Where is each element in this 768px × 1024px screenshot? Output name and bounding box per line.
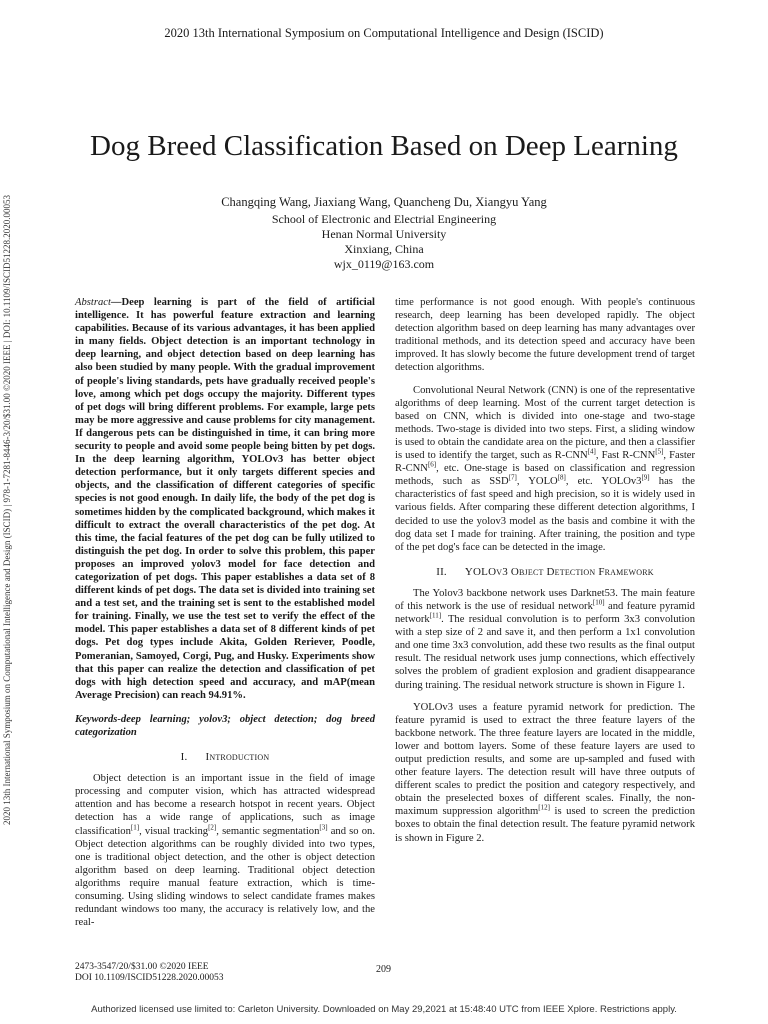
- footer-copyright: [75, 962, 223, 984]
- sidebar-copyright-text: 2020 13th International Symposium on Computational Intelligence and Design (ISCID) | 978-1-7281-8446-3/20/$31.00 ©2020 IEEE | DOI: 10.1109/ISCID51228.2020.00053: [2, 194, 12, 826]
- abstract-text: —Deep learning is part of the field of artificial intelligence. It has powerful feature extraction and learning capabilities. Because of its various advantages, it has been applied in many fields. Object detection is an important technology in deep learning, and object detection based on deep learning has also been studied by many people. With the gradual improvement of people's living standards, pets have gradually received people's love, among which pet dogs occupy the majority. Different types of pet dogs will bring different problems. For example, large pets may be more aggressive and cause problems for city management. If dangerous pets can be distinguished in time, it can bring more security to people and avoid some people being bitten by pet dogs. In the deep learning algorithm, YOLOv3 has better object detection performance, but it only targets different species and objects, and the classification of different categories of specific species is not good enough. In daily life, the body of the pet dog is sometimes hidden by the complicated background, which makes it difficult to extract the overall characteristics of the pet dog. At this time, the facial features of the pet dog can be fully utilized to distinguish the pet dog. In order to solve this problem, this paper proposes an improved yolov3 model for face detection and categorization of pet dogs. This paper establishes a data set of 8 different kinds of pet dogs. The data set is divided into training set and a test set, and the training set is sent to the established model for training. Finally, we use the test set to verify the effect of the model. This paper establishes a data set of 8 different kinds of pet dogs. Pet dog types include Akita, Golden Reriever, Poodle, Pomeranian, Samoyed, Corgi, Pug, and Husky. Experiments show that this paper can realize the detection and classification of pet dogs with high detection speed and accuracy, and mAP(mean Average Precision) can reach 94.91%.: [75, 297, 375, 701]
- footer-issn: 2473-3547/20/$31.00 ©2020 IEEE: [75, 962, 209, 972]
- section-heading-introduction: [75, 751, 375, 764]
- section-number: II.: [436, 565, 447, 578]
- author-names: Changqing Wang, Jiaxiang Wang, Quancheng Du, Xiangyu Yang: [221, 195, 547, 209]
- intro-paragraph-1-continued: time performance is not good enough. With people's continuous research, deep learning has been developed rapidly. The object detection algorithm based on deep learning has many advantages over traditional methods, and its detection speed and accuracy have been improved. It has slowly become the future development trend of target detection algorithms.: [395, 297, 695, 374]
- license-notice: Authorized licensed use limited to: Carleton University. Downloaded on May 29,2021 at 15:48:40 UTC from IEEE Xplore. Restrictions apply.: [91, 1004, 677, 1015]
- citation-ref: [7]: [508, 473, 517, 482]
- abstract: [75, 296, 375, 702]
- left-column: [75, 296, 375, 938]
- intro-paragraph-2: Convolutional Neural Network (CNN) is one of the representative algorithms of deep learning. Most of the current target detection is based on CNN, which is divided into one-stage and two-stage methods. Two-stage is divided into two steps. First, a sliding window is used to obtain the candidate area on the picture, and then a classifier is used to identify the target, such as R-CNN[4], Fast R-CNN[5], Faster R-CNN[6], etc. One-stage is based on classification and regression methods, such as SSD[7], YOLO[8], etc. YOLOv3[9] has the characteristics of fast speed and high precision, so it is widely used in various fields. After comparing these different detection algorithms, I decided to use the yolov3 model as the basis and combine it with the dog data set I made for training. After training, the position and type of the pet dog's face can be detected in the image.: [395, 384, 695, 553]
- abstract-label: Abstract: [75, 297, 111, 308]
- citation-ref: [1]: [130, 823, 140, 832]
- citation-ref: [4]: [587, 447, 596, 456]
- section-title: YOLOv3 Object Detection Framework: [464, 565, 654, 578]
- section-title: Introduction: [205, 751, 270, 764]
- yolov3-paragraph-2: YOLOv3 uses a feature pyramid network for prediction. The feature pyramid is used to extract the three feature layers of the backbone network. The three feature layers are located in the middle, lower and bottom layers. Some of these feature layers are used to output prediction results, and some are up-sampled and fused with other feature layers. The detection result will have three outputs of different scales to predict the position and category respectively, and obtain the preselected boxes of different scales. Finally, the non-maximum suppression algorithm[12] is used to screen the prediction boxes to obtain the final detection result. The feature pyramid network is shown in Figure 2.: [395, 701, 695, 844]
- citation-ref: [12]: [538, 803, 550, 812]
- keywords: Keywords-deep learning; yolov3; object detection; dog breed categorization: [75, 713, 375, 738]
- citation-ref: [8]: [557, 473, 566, 482]
- conference-header: 2020 13th International Symposium on Computational Intelligence and Design (ISCID): [164, 26, 604, 40]
- intro-paragraph-1: Object detection is an important issue in the field of image processing and computer vision, which has attracted widespread attention and has become a research hotspot in recent years. Object detection has a wide range of applications, such as image classification[1], visual tracking[2], semantic segmentation[3] and so on. Object detection algorithms can be roughly divided into two types, one is traditional object detection, and the other is object detection algorithm based on deep learning. Traditional object detection algorithms require manual feature extraction, which is time-consuming. Using sliding windows to select candidate frames makes redundant windows too many, the accuracy is relatively low, and the real-: [75, 773, 375, 929]
- section-number: I.: [180, 751, 188, 764]
- author-university: Henan Normal University: [321, 227, 447, 241]
- citation-ref: [3]: [319, 823, 328, 832]
- author-city: Xinxiang, China: [344, 242, 424, 256]
- paper-title: Dog Breed Classification Based on Deep Learning: [90, 130, 678, 162]
- section-heading-yolov3: [395, 566, 695, 579]
- author-email: wjx_0119@163.com: [333, 257, 435, 271]
- citation-ref: [11]: [429, 611, 442, 620]
- page-number: 209: [376, 964, 391, 975]
- author-affiliation: School of Electronic and Electrial Engineering: [271, 212, 497, 226]
- citation-ref: [10]: [592, 598, 605, 607]
- footer-doi: DOI 10.1109/ISCID51228.2020.00053: [75, 973, 224, 983]
- citation-ref: [6]: [427, 460, 437, 469]
- yolov3-paragraph-1: The Yolov3 backbone network uses Darknet53. The main feature of this network is the use of residual network[10] and feature pyramid network[11]. The residual convolution is to perform 3x3 convolution with a step size of 2 and save it, and then perform a 1x1 convolution and one time 3x3 convolution, add these two results as the final output result. The residual network uses jump connections, which effectively solves the problem of gradient explosion and gradient disappearance during training. The residual network structure is shown in Figure 1.: [395, 587, 695, 691]
- author-block: [0, 195, 768, 272]
- citation-ref: [9]: [641, 473, 650, 482]
- citation-ref: [5]: [655, 447, 664, 456]
- citation-ref: [2]: [208, 823, 217, 832]
- right-column: [395, 296, 695, 854]
